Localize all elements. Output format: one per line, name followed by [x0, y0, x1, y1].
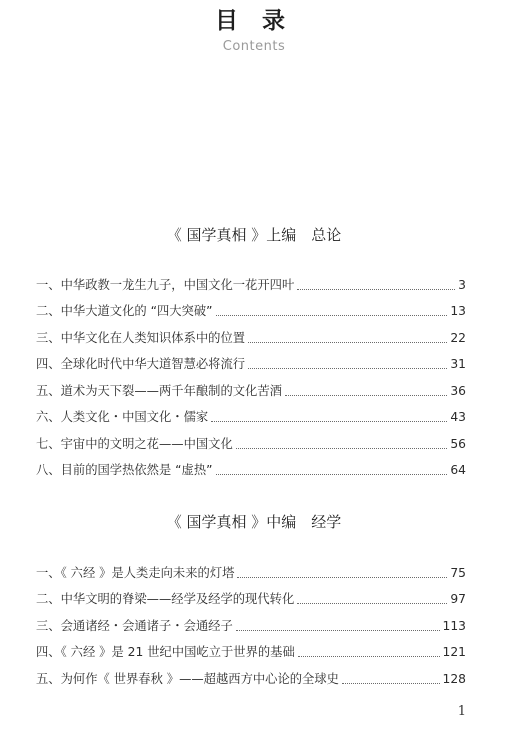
toc-entry[interactable]	[36, 346, 466, 373]
toc-entry[interactable]	[36, 634, 466, 661]
toc-leader-dots	[216, 474, 448, 475]
toc-leader-dots	[298, 656, 440, 657]
toc-entry-label: 二、中华大道文化的 “四大突破”	[36, 304, 213, 318]
toc-list-middle	[36, 554, 466, 687]
toc-entry-page: 75	[450, 565, 466, 580]
toc-entry-page: 128	[442, 671, 466, 686]
section-heading-middle: 《 国学真相 》中编 经学	[166, 513, 342, 531]
toc-leader-dots	[285, 395, 447, 396]
toc-leader-dots	[297, 289, 455, 290]
toc-entry-page: 13	[450, 304, 466, 318]
toc-leader-dots	[248, 368, 447, 369]
page-subtitle: Contents	[222, 39, 286, 54]
toc-entry[interactable]	[36, 554, 466, 581]
toc-entry-label: 四、全球化时代中华大道智慧必将流行	[36, 357, 246, 371]
toc-leader-dots	[237, 577, 447, 578]
toc-entry[interactable]	[36, 452, 466, 479]
toc-entry-label: 八、目前的国学热依然是 “虚热”	[36, 463, 213, 477]
toc-entry-page: 22	[450, 330, 466, 345]
toc-entry-label: 一、中华政教一龙生九子，中国文化一花开四叶	[36, 277, 295, 292]
toc-entry-label: 五、为何作《 世界春秋 》——超越西方中心论的全球史	[36, 671, 339, 686]
section-heading-upper: 《 国学真相 》上编 总论	[166, 226, 342, 244]
toc-entry-page: 43	[450, 410, 466, 424]
toc-entry-page: 97	[450, 592, 466, 606]
toc-entry-label: 七、宇宙中的文明之花——中国文化	[36, 436, 233, 451]
toc-entry[interactable]	[36, 399, 466, 426]
toc-entry-page: 121	[442, 645, 466, 659]
toc-entry[interactable]	[36, 372, 466, 399]
toc-entry[interactable]	[36, 607, 466, 634]
toc-entry[interactable]	[36, 425, 466, 452]
toc-leader-dots	[297, 603, 447, 604]
toc-entry-label: 三、会通诸经・会通诸子・会通经子	[36, 618, 233, 633]
toc-entry[interactable]	[36, 293, 466, 320]
toc-entry[interactable]	[36, 319, 466, 346]
toc-entry-label: 三、中华文化在人类知识体系中的位置	[36, 330, 246, 345]
toc-leader-dots	[236, 630, 440, 631]
toc-entry-label: 六、人类文化・中国文化・儒家	[36, 410, 209, 424]
toc-entry-page: 3	[458, 277, 466, 292]
toc-entry-label: 五、道术为天下裂——两千年酿制的文化苦酒	[36, 383, 282, 398]
toc-list-upper	[36, 266, 466, 478]
toc-entry-label: 二、中华文明的脊梁——经学及经学的现代转化	[36, 592, 295, 606]
toc-entry[interactable]	[36, 581, 466, 608]
toc-entry-page: 56	[450, 436, 466, 451]
toc-entry[interactable]	[36, 266, 466, 293]
toc-entry-page: 64	[450, 463, 466, 477]
toc-entry[interactable]	[36, 660, 466, 687]
page-number: 1	[457, 704, 466, 719]
toc-entry-page: 36	[450, 383, 466, 398]
toc-leader-dots	[342, 683, 440, 684]
toc-entry-page: 113	[442, 618, 466, 633]
toc-entry-page: 31	[450, 357, 466, 371]
toc-leader-dots	[216, 315, 448, 316]
toc-leader-dots	[211, 421, 447, 422]
page-title: 目 录	[214, 8, 293, 34]
toc-leader-dots	[248, 342, 447, 343]
toc-entry-label: 四、《 六经 》是 21 世纪中国屹立于世界的基础	[36, 645, 295, 659]
toc-entry-label: 一、《 六经 》是人类走向未来的灯塔	[36, 565, 235, 580]
toc-leader-dots	[236, 448, 448, 449]
